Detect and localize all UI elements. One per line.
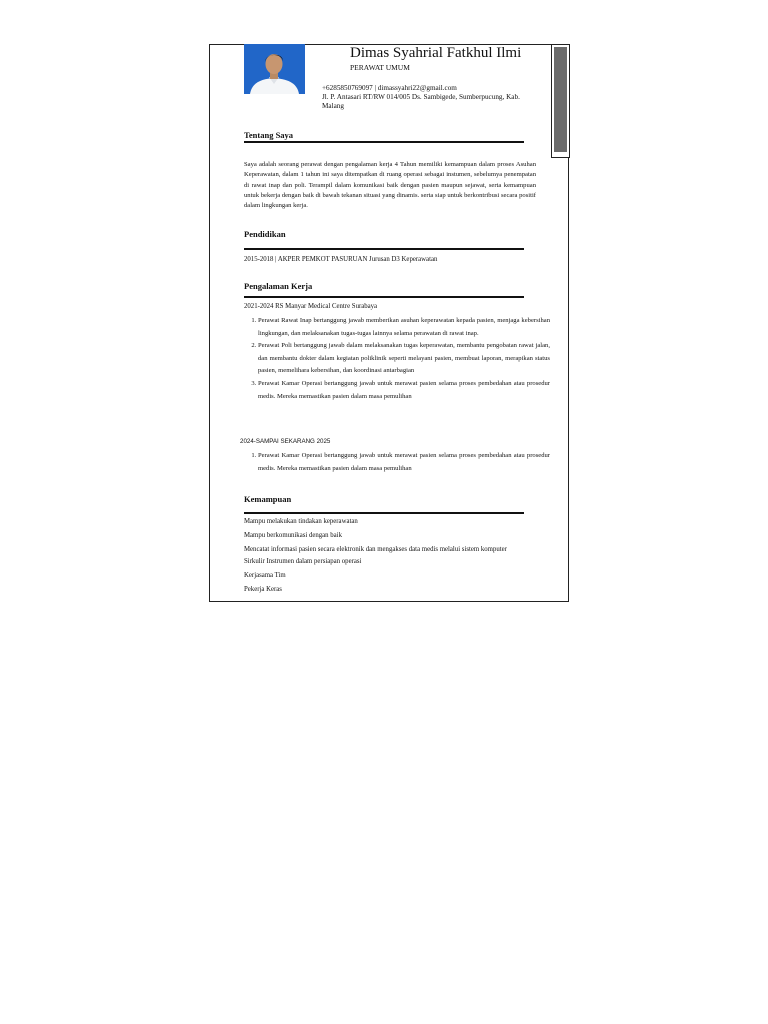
scrollbar-thumb[interactable]: [554, 47, 567, 152]
contact-address: Jl. P. Antasari RT/RW 014/005 Ds. Sambigede, Sumberpucung, Kab. Malang: [322, 93, 520, 110]
list-item: 2. Perawat Poli bertanggung jawab dalam melaksanakan tugas keperawatan, membantu pengobatan rawat jalan, dan membantu dokter dalam kegiatan poliklinik seperti melayani pasien, membuat laporan, merapikan status pasien, memelihara kebersihan, dan koordinasi antarbagian: [258, 340, 550, 378]
list-item: 3. Perawat Kamar Operasi bertanggung jawab untuk merawat pasien selama proses pembedahan atau prosedur medis. Mereka memastikan pasien dalam masa pemulihan: [258, 378, 550, 403]
list-item: 1. Perawat Rawat Inap bertanggung jawab memberikan asuhan keperawatan kepada pasien, menjaga kebersihan lingkungan, dan melaksanakan tugas-tugas lainnya selama perawatan di rawat inap.: [258, 315, 550, 340]
list-item: 1. Perawat Kamar Operasi bertanggung jawab untuk merawat pasien selama proses pembedahan atau prosedur medis. Mereka memastikan pasien dalam masa pemulihan: [258, 450, 550, 475]
skill-item: Pekerja Keras: [244, 586, 282, 593]
section-title-experience: Pengalaman Kerja: [244, 281, 313, 291]
profile-photo: [244, 44, 305, 94]
skill-item: Mampu melakukan tindakan keperawatan: [244, 518, 358, 525]
scrollbar[interactable]: [551, 44, 570, 158]
about-text: Saya adalah seorang perawat dengan pengalaman kerja 4 Tahun memiliki kemampuan dalam proses Asuhan Keperawatan, dalam 1 tahun ini saya ditempatkan di ruang operasi sebagai instumen, sebelumya penempatan di rawat inap dan poli. Terampil dalam komunikasi baik dengan pasien maupun sejawat, serta kemampuan untuk bekerja dengan baik di bawah tekanan situasi yang dinamis. serta siap untuk berkontribusi secara positif dalam lingkungan kerja.: [244, 161, 536, 210]
section-title-about: Tentang Saya: [244, 130, 294, 140]
job2-heading: 2024-SAMPAI SEKARANG 2025: [240, 438, 331, 445]
education-entry: 2015-2018 | AKPER PEMKOT PASURUAN Jurusan D3 Keperawatan: [244, 256, 438, 263]
contact-info: [322, 84, 540, 111]
skill-item: Sirkulir Instrumen dalam persiapan operasi: [244, 558, 362, 565]
section-title-skills: Kemampuan: [244, 494, 292, 504]
job1-duties: [244, 315, 550, 403]
section-divider: [244, 512, 524, 514]
section-divider: [244, 248, 524, 250]
candidate-name: Dimas Syahrial Fatkhul Ilmi: [350, 45, 522, 61]
section-divider: [244, 296, 524, 298]
contact-phone-email: +6285850769097 | dimassyahri22@gmail.com: [322, 84, 457, 92]
skill-item: Mencatat informasi pasien secara elektronik dan mengakses data medis melalui sistem komputer: [244, 546, 507, 553]
job2-duties: [244, 450, 550, 475]
candidate-role: PERAWAT UMUM: [350, 63, 410, 72]
skill-item: Mampu berkomunikasi dengan baik: [244, 532, 342, 539]
section-divider: [244, 141, 524, 143]
skill-item: Kerjasama Tim: [244, 572, 286, 579]
job1-heading: 2021-2024 RS Manyar Medical Centre Surabaya: [244, 303, 378, 310]
section-title-education: Pendidikan: [244, 229, 286, 239]
